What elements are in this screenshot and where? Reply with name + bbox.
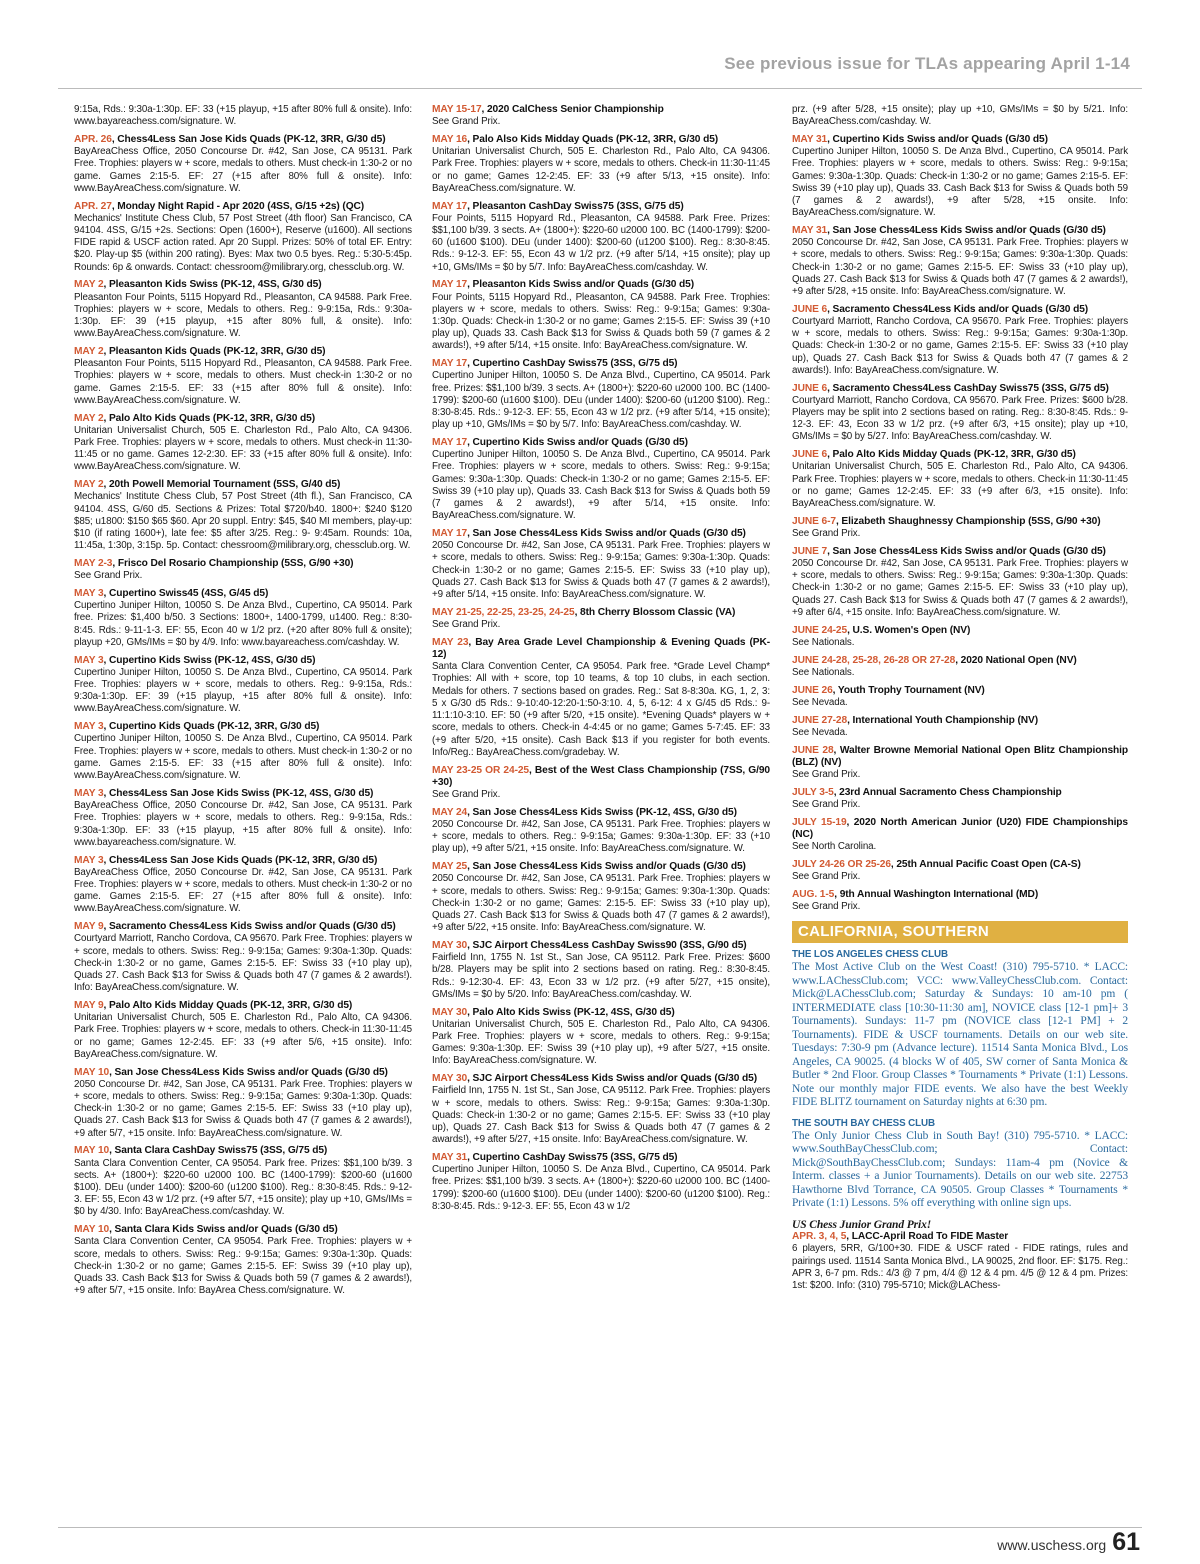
listing-date: MAY 2-3: [74, 558, 113, 570]
listing-body: See Grand Prix.: [74, 570, 143, 582]
tournament-listing: [792, 225, 1128, 298]
listing-title: [792, 787, 1128, 799]
listing-body: See Grand Prix.: [432, 116, 501, 128]
listing-date: JUNE 6: [792, 303, 828, 315]
tournament-listing: [432, 528, 770, 601]
listing-body: Courtyard Marriott, Rancho Cordova, CA 95670. Park Free. Prizes: $600 b/28. Players may be split into 2 sections based on rating. Reg.: 8:30-8:45. Rds.: 9-12-3. EF: 43, Econ 33 w 1/2 prz. (+9 after 6/3, +15 onsite); play up +10, GMs/IMs = $0 by 5/27. Info: BayAreaChess.com/cashday. W.: [792, 394, 1128, 443]
listing-body: Unitarian Universalist Church, 505 E. Charleston Rd., Palo Alto, CA 94306. Park Free. Trophies: players w + score, medals to others. Must check-in 11:30-11:45 or no game. Games 12-2:30. EF: 33 (+15 after 80% full & onsite). Info: www.BayAreaChess.com/signature. W.: [74, 424, 412, 473]
listing-date: APR. 27: [74, 200, 112, 212]
listing-body: Fairfield Inn, 1755 N. 1st St., San Jose, CA 95112. Park Free. Trophies: players w + score, medals to others. Swiss: Reg.: 9-9:15a; Games: 9:30a-1:30p. Quads: Check-in 1:30-2 or no game; Games 2:15-5. EF: Swiss 33 (+10 play up), Quads 27. Cash Back $13 for Swiss & Quads both 47 (7 games & 2 awards!), +9 after 5/27, +15 onsite. Info: BayAreaChess.com/signature. W.: [432, 1085, 770, 1146]
listing-title: [74, 413, 412, 425]
footer-website: www.uschess.org: [997, 1537, 1107, 1553]
tournament-listing: [432, 1152, 770, 1213]
listing-date: MAY 23: [432, 636, 469, 648]
listing-body: See Nationals.: [792, 636, 855, 648]
listing-name: , Monday Night Rapid - Apr 2020 (4SS, G/15 +2s) (QC): [111, 200, 365, 212]
listing-body: BayAreaChess Office, 2050 Concourse Dr. #42, San Jose, CA 95131. Park Free. Trophies: players w + score, medals to others. Must check-in 1:30-2 or no game. Games 2:15-5. EF: 27 (+15 after 80% full & onsite). Info: www.BayAreaChess.com/signature. W.: [74, 146, 412, 194]
listing-name: , Palo Alto Kids Midday Quads (PK-12, 3RR, G/30 d5): [827, 449, 1076, 461]
listing-name: , San Jose Chess4Less Kids Swiss and/or Quads (G/30 d5): [827, 225, 1106, 237]
listing-body: See Grand Prix.: [792, 871, 861, 883]
listing-title: [792, 889, 1128, 901]
grand-prix-heading: US Chess Junior Grand Prix!: [792, 1218, 932, 1231]
listing-name: , LACC-April Road To FIDE Master: [846, 1231, 1009, 1243]
listing-name: , Best of the West Class Championship (7SS, G/90 +30): [432, 764, 770, 788]
listing-title: [74, 134, 412, 146]
listing-title: [432, 940, 770, 952]
listing-date: MAY 17: [432, 279, 468, 291]
listing-title: [74, 1224, 412, 1236]
tournament-listing: [74, 721, 412, 782]
listing-name: , 2020 CalChess Senior Championship: [481, 104, 664, 115]
listing-body: Courtyard Marriott, Rancho Cordova, CA 95670. Park Free. Trophies: players w + score, medals to others. Swiss: Reg.: 9-9:15a; Games: 9:30a-1:30p. Quads: Check-in 1:30-2 or no game, Games 2:15-5. EF: Swiss 33 (+10 play up), Quads 27. Cash Back $13 for Swiss & Quads both 47 (7 games & 2 awards!). Info: BayAreaChess.com/signature. W.: [792, 316, 1128, 376]
listing-title: [432, 607, 770, 619]
tournament-listing: [792, 655, 1128, 679]
listing-date: MAY 30: [432, 1073, 468, 1085]
listing-date: JUNE 6: [792, 449, 828, 461]
listing-title: [792, 625, 1128, 637]
listing-title: [792, 225, 1128, 237]
tournament-listing: [74, 201, 412, 274]
tournament-listing: [74, 788, 412, 849]
listing-title: [432, 104, 770, 116]
club-name: THE LOS ANGELES CHESS CLUB: [792, 949, 948, 961]
listing-name: , Chess4Less San Jose Kids Swiss (PK-12, 4SS, G/30 d5): [103, 787, 374, 799]
listing-date: MAY 17: [432, 528, 468, 540]
tournament-listing: [432, 201, 770, 274]
listing-body: Unitarian Universalist Church, 505 E. Charleston Rd., Palo Alto, CA 94306. Park Free. Trophies: players w + score, medals to others. Reg.: 9-9:15a; Games: 9:30a-1:30p. EF: Swiss 39 (+10 play up), +9 after 5/27, +15 onsite. Info: BayAreaChess.com/signature. W.: [432, 1018, 770, 1067]
tournament-listing: [792, 134, 1128, 219]
tournament-listing: [792, 859, 1128, 883]
tournament-listing: [432, 861, 770, 934]
listing-name: , Cupertino Swiss45 (4SS, G/45 d5): [103, 588, 269, 600]
listing-date: MAY 3: [74, 787, 104, 799]
listing-date: MAY 17: [432, 437, 468, 449]
listing-title: [792, 134, 1128, 146]
tournament-listing: [792, 715, 1128, 739]
listing-title: [432, 201, 770, 213]
listing-date: MAY 23-25 OR 24-25: [432, 764, 529, 776]
listing-name: , SJC Airport Chess4Less Kids Swiss and/or Quads (G/30 d5): [467, 1073, 758, 1085]
listing-title: [74, 788, 412, 800]
listing-name: , Elizabeth Shaughnessy Championship (5SS, G/90 +30): [835, 515, 1101, 527]
listing-title: [792, 304, 1128, 316]
listing-date: MAY 17: [432, 358, 468, 370]
club-description: The Most Active Club on the West Coast! (310) 795-5710. * LACC: www.LAChessClub.com; VCC: www.ValleyChessClub.com. Contact: Mick@LAChessClub.com; Saturday & Sundays: 10 am-10 pm ( INTERMEDIATE class [10:30-11:30 am], NOVICE class [12-1 pm]+ 3 Tournaments). Sundays: 11-7 pm (NOVICE class [12-1 PM] + 2 Tournaments). FIDE & USCF tournaments. Details on our web site. Tuesdays: 7:30-9 pm (Advance lecture). 11514 Santa Monica Blvd., Los Angeles, CA 90025. (4 blocks W of 405, SW corner of Santa Monica & Butler * 2nd Floor. Group Classes * Tournaments * Private (1:1) Lessons. Note our monthly major FIDE events. We also have the best Weekly FIDE BLITZ tournament on Saturday nights at 6:30 pm.: [792, 961, 1128, 1109]
listing-body: Santa Clara Convention Center, CA 95054. Park Free. Trophies: players w + score, medals to others. Swiss: Reg.: 9-9:15a; Games: 9:30a-1:30p. Quads: Check-in 1:30-2 or no game; Games 2:15-5. EF: Swiss 39 (+10 play up), Quads 33. Cash Back $13 for Swiss & Quads both 59 (7 games & 2 awards!), +9 after 5/7, +15 onsite. Info: BayArea Chess.com/signature. W.: [74, 1236, 412, 1297]
listing-body: Cupertino Juniper Hilton, 10050 S. De Anza Blvd., Cupertino, CA 95014. Park Free. Trophies: players w + score, medals to others. Swiss: Reg.: 9-9:15a; Games: 9:30a-1:30p. Quads: Check-in 1:30-2 or no game; Games 2:15-5. EF: Swiss 39 (+10 play up), Quads 33. Cash Back $13 for Swiss & Quads both 59 (7 games & 2 awards!), +9 after 5/14, +15 onsite. Info: BayAreaChess.com/signature. W.: [432, 449, 770, 522]
listing-date: MAY 25: [432, 861, 468, 873]
listing-name: , Santa Clara CashDay Swiss75 (3SS, G/75 d5): [109, 1145, 328, 1157]
listing-date: MAY 2: [74, 479, 104, 491]
listing-title: [792, 685, 1128, 697]
listing-date: MAY 2: [74, 346, 104, 358]
listing-date: APR. 26: [74, 134, 112, 145]
listing-name: , Pleasanton Kids Quads (PK-12, 3RR, G/30 d5): [103, 346, 326, 358]
top-bar: [0, 0, 1200, 98]
listing-body: Mechanics' Institute Chess Club, 57 Post Street (4th floor) San Francisco, CA 94104. 4SS, G/15 +2s. Sections: Open (1600+), Reserve (u1600). All sections FIDE rapid & USCF action rated. Apr 20 Suppl. Prizes: 50% of total EF. Entry: $20. Play-up $5 (within 200 rating). Byes: Max two 0.5 byes. Reg.: 5:30-5:45p. Rounds: 6p & onwards. Contact: chessroom@milibrary.org, chessclub.org. W.: [74, 212, 412, 273]
tournament-listing: [74, 558, 412, 582]
listing-body: Cupertino Juniper Hilton, 10050 S. De Anza Blvd., Cupertino, CA 95014. Park free. Prizes: $$1,100 b/39. 3 sects. A+ (1800+): $220-60 u2000 100. BC (1400-1799): $200-60 (u1600 $100). DEu (under 1400): $200-60 (u1200 $100). Reg.: 8:30-8:45. Rds.: 9-12-3. EF: 55, Econ 43 w 1/2: [432, 1164, 770, 1212]
listing-name: , Walter Browne Memorial National Open Blitz Championship (BLZ) (NV): [792, 744, 1128, 768]
tournament-listing: [74, 855, 412, 916]
listing-title: [74, 279, 412, 291]
listing-title: [74, 201, 412, 213]
tournament-listing: [74, 104, 412, 128]
club-description: The Only Junior Chess Club in South Bay! (310) 795-5710. * LACC: www.SouthBayChessClub.com; Contact: Mick@SouthBayChessClub.com; Sundays: 11am-4 pm (Novice & Interm. classes + a Junior Tournaments). Details on our web site. 22753 Hawthorne Blvd Torrance, CA 90505. Group Classes * Tournaments * Private (1:1) Lessons. 5% off everything with online sign ups.: [792, 1129, 1128, 1210]
listing-body: BayAreaChess Office, 2050 Concourse Dr. #42, San Jose, CA 95131. Park Free. Trophies: players w + score, medals to others. Must check-in 1:30-2 or no game. Games 2:15-5. EF: 27 (+15 after 80% full & onsite). Info: www.BayAreaChess.com/signature. W.: [74, 866, 412, 915]
listing-name: , Palo Alto Kids Swiss (PK-12, 4SS, G/30 d5): [467, 1006, 675, 1018]
tournament-listing: [432, 607, 770, 631]
footer-rule: [58, 1527, 1142, 1528]
listing-title: [792, 1231, 1128, 1243]
listing-name: , Sacramento Chess4Less Kids Swiss and/or Quads (G/30 d5): [103, 921, 396, 933]
tournament-listing: [792, 787, 1128, 811]
listing-body: 9:15a, Rds.: 9:30a-1:30p. EF: 33 (+15 playup, +15 after 80% full & onsite). Info: www.bayareachess.com/signature. W.: [74, 104, 412, 128]
listing-title: [792, 516, 1128, 528]
listing-body: Unitarian Universalist Church, 505 E. Charleston Rd., Palo Alto, CA 94306. Park Free. Trophies: players w + score, medals to others. Check-in 11:30-11:45 or no game; Games 12-2:45. EF: 33 (+9 after 6/3, +15 onsite). Info: BayAreaChess.com/signature. W.: [792, 461, 1128, 510]
page-header: See previous issue for TLAs appearing April 1-14: [724, 54, 1130, 73]
header-rule: [58, 88, 1142, 89]
tournament-listing: [432, 940, 770, 1001]
listing-body: 2050 Concourse Dr. #42, San Jose, CA 95131. Park Free. Trophies: players w + score, medals to others. Swiss: Reg.: 9-9:15a; Games: 9:30a-1:30p. Quads: Check-in 1:30-2 or no game; Games 2:15-5. EF: Swiss 33 (+10 play up), Quads 27. Cash Back $13 for Swiss & Quads both 47 (7 games & 2 awards!), +9 after 5/7, +15 onsite. Info: BayAreaChess.com/signature. W.: [74, 1078, 412, 1139]
listing-date: MAY 21-25, 22-25, 23-25, 24-25: [432, 606, 575, 618]
listing-body: See Grand Prix.: [792, 528, 861, 540]
listing-name: , Santa Clara Kids Swiss and/or Quads (G/30 d5): [109, 1224, 338, 1236]
listing-date: MAY 10: [74, 1145, 110, 1157]
listing-body: Cupertino Juniper Hilton, 10050 S. De Anza Blvd., Cupertino, CA 95014. Park Free. Trophies: players w + score, medals to others. Must check-in 1:30-2 or no game. Games 2:15-5. EF: 33 (+15 after 80% full & onsite). Info: www.BayAreaChess.com/signature. W.: [74, 733, 412, 782]
tournament-listing: [432, 637, 770, 759]
listing-date: MAY 9: [74, 999, 104, 1011]
listing-title: [792, 655, 1128, 667]
tournament-listing: [792, 817, 1128, 854]
listing-title: [74, 721, 412, 733]
listing-date: MAY 31: [792, 134, 828, 145]
listing-name: , Bay Area Grade Level Championship & Evening Quads (PK-12): [432, 636, 770, 661]
listing-body: Four Points, 5115 Hopyard Rd., Pleasanton, CA 94588. Park Free. Prizes: $$1,100 b/39. 3 sects. A+ (1800+): $220-60 u2000 100. BC (1400-1799): $200-60 (u1600 $100). DEu (under 1400): $200-60 (u1200 $100). Reg.: 8:30-8:45. Rds.: 9-12-3. EF: 55, Econ 43 w 1/2 prz. (+9 after 5/14, +15 onsite); play up +10, GMs/IMs = $0 by 5/7. Info: BayAreaChess.com/cashday. W.: [432, 212, 770, 273]
tournament-listing: [792, 546, 1128, 619]
listing-date: MAY 2: [74, 279, 104, 291]
listing-body: Unitarian Universalist Church, 505 E. Charleston Rd., Palo Alto, CA 94306. Park Free. Trophies: players w + score, medals to others. Check-in 11:30-11:45 or no game; Games 12-2:45. EF: 33 (+9 after 5/13, +15 onsite). Info: BayAreaChess.com/signature. W.: [432, 146, 770, 194]
listing-body: Courtyard Marriott, Rancho Cordova, CA 95670. Park Free. Trophies: players w + score, medals to others. Swiss: Reg.: 9-9:15a; Games: 9:30a-1:30p. Quads: Check-in 1:30-2 or no game, Games 2:15-5. EF: Swiss 33 (+10 play up), Quads 27. Cash Back $13 for Swiss & Quads both 47 (7 games & 2 awards!). Info: BayAreaChess.com/signature. W.: [74, 933, 412, 994]
listing-body: See Nevada.: [792, 696, 848, 708]
listing-body: Cupertino Juniper Hilton, 10050 S. De Anza Blvd., Cupertino, CA 95014. Park free. Prizes: $$1,100 b/39. 3 sects. A+ (1800+): $220-60 u2000 100. BC (1400-1799): $200-60 (u1600 $100). DEu (under 1400): $200-60 (u1200 $100). Reg.: 8:30-8:45. Rds.: 9-12-3. EF: 55, Econ 43 w 1/2 prz. (+9 after 5/14, +15 onsite); play up +10, GMs/IMs = $0 by 5/7. Info: BayAreaChess.com/cashday. W.: [432, 370, 770, 431]
listing-date: JULY 24-26 OR 25-26: [792, 859, 891, 871]
listing-date: AUG. 1-5: [792, 889, 835, 901]
listing-date: JUNE 27-28: [792, 714, 848, 726]
listing-date: MAY 30: [432, 939, 468, 951]
listing-name: , 25th Annual Pacific Coast Open (CA-S): [890, 859, 1081, 871]
listing-title: [432, 807, 770, 819]
page-footer: [997, 1528, 1140, 1557]
listing-title: [74, 1067, 412, 1079]
listing-body: 2050 Concourse Dr. #42, San Jose, CA 95131. Park Free. Trophies: players w + score, medals to others. Swiss: Reg.: 9-9:15a; Games: 9:30a-1:30p. Quads: Check-in 1:30-2 or no game; Games 2:15-5. EF: Swiss 33 (+10 play up), Quads 27. Cash Back $13 for Swiss & Quads both 47 (7 games & 2 awards!), +9 after 6/4, +15 onsite. Info: BayAreaChess.com/signature. W.: [792, 558, 1128, 618]
listing-name: , Pleasanton Kids Swiss and/or Quads (G/30 d5): [467, 279, 695, 291]
tournament-listing: [432, 1073, 770, 1146]
listing-title: [432, 637, 770, 661]
tournament-listing: [792, 685, 1128, 709]
listing-body: Fairfield Inn, 1755 N. 1st St., San Jose, CA 95112. Park Free. Prizes: $600 b/28. Players may be split into 2 sections based on rating. Reg.: 8:30-8:45. Rds.: 9-12:30-4. EF: 43, Econ 33 w 1/2 prz. (+9 after 5/27, +15 onsite), GMs/IMs = $0 by 5/20. Info: BayAreaChess.com/cashday. W.: [432, 952, 770, 1000]
listing-body: 2050 Concourse Dr. #42, San Jose, CA 95131. Park Free. Trophies: players w + score, medals to others. Swiss: Reg.: 9-9:15a; Games: 9:30a-1:30p. Quads: Check-in 1:30-2 or no game; Games 2:15-5. EF: Swiss 33 (+10 play up), Quads 27. Cash Back $13 for Swiss & Quads both 47 (7 games & 2 awards!), +9 after 5/14, +15 onsite. Info: BayAreaChess.com/signature. W.: [432, 540, 770, 601]
listing-date: MAY 31: [792, 225, 828, 237]
listing-title: [74, 1000, 412, 1012]
listing-title: [74, 1145, 412, 1157]
listing-body: See Nationals.: [792, 666, 855, 678]
listing-title: [74, 588, 412, 600]
club-listing: [792, 1118, 1128, 1211]
listing-name: , San Jose Chess4Less Kids Swiss and/or Quads (G/30 d5): [467, 528, 746, 540]
listing-title: [432, 765, 770, 789]
listing-body: See Grand Prix.: [792, 769, 861, 781]
listing-date: JULY 3-5: [792, 786, 834, 798]
listing-date: MAY 30: [432, 1006, 468, 1018]
listing-title: [432, 1152, 770, 1164]
listing-date: MAY 10: [74, 1224, 110, 1236]
tournament-listing: [432, 1007, 770, 1068]
listing-date: MAY 9: [74, 921, 104, 933]
listing-name: , Pleasanton CashDay Swiss75 (3SS, G/75 d5): [467, 200, 684, 212]
listing-title: [432, 1073, 770, 1085]
listing-title: [432, 528, 770, 540]
listing-title: [792, 817, 1128, 841]
listing-body: See Nevada.: [792, 726, 848, 738]
listing-date: JULY 15-19: [792, 816, 847, 828]
tournament-listing: [432, 279, 770, 352]
tournament-listing: [74, 346, 412, 407]
section-header: CALIFORNIA, SOUTHERN: [792, 921, 1128, 943]
listing-name: , Chess4Less San Jose Kids Quads (PK-12, 3RR, G/30 d5): [103, 854, 378, 866]
tournament-listing: [74, 479, 412, 552]
listing-name: , Palo Also Kids Midday Quads (PK-12, 3RR, G/30 d5): [467, 134, 719, 145]
listing-date: JUNE 6-7: [792, 515, 836, 527]
listing-name: , Chess4Less San Jose Kids Quads (PK-12, 3RR, G/30 d5): [111, 134, 386, 145]
listing-title: [792, 546, 1128, 558]
listing-name: , International Youth Championship (NV): [847, 714, 1039, 726]
tournament-listing: [792, 745, 1128, 782]
listing-body: See Grand Prix.: [432, 619, 501, 631]
listing-name: , Pleasanton Kids Swiss (PK-12, 4SS, G/30 d5): [103, 279, 322, 291]
tournament-listing: [792, 449, 1128, 510]
listing-title: [74, 558, 412, 570]
listing-body: See Grand Prix.: [792, 901, 861, 913]
listing-body: Four Points, 5115 Hopyard Rd., Pleasanton, CA 94588. Park Free. Trophies: players w + score, medals to others. Swiss: Reg.: 9-9:15a; Games: 9:30a-1:30p. Quads: Check-in 1:30-2 or no game; Games 2:15-5. EF: Swiss 39 (+10 play up), Quads 33. Cash Back $13 for Swiss & Quads both 59 (7 games & 2 awards!), +9 after 5/14, +15 onsite. Info: BayAreaChess.com/signature. W.: [432, 291, 770, 352]
listing-body: See Grand Prix.: [792, 799, 861, 811]
tournament-listing: [792, 516, 1128, 540]
listing-date: MAY 31: [432, 1151, 468, 1163]
listing-title: [792, 449, 1128, 461]
listing-date: MAY 3: [74, 588, 104, 600]
listing-date: JUNE 28: [792, 744, 834, 756]
listing-date: APR. 3, 4, 5: [792, 1231, 847, 1243]
listing-title: [74, 855, 412, 867]
tournament-listing: [792, 104, 1128, 128]
listing-body: See Grand Prix.: [432, 788, 501, 800]
listing-name: , U.S. Women's Open (NV): [847, 624, 971, 636]
listing-body: 6 players, 5RR, G/100+30. FIDE & USCF rated - FIDE ratings, rules and pairings used. 11514 Santa Monica Blvd., LA 90025, 2nd floor. EF: $175. Reg.: APR 3, 6-7 pm. Rds.: 4/3 @ 7 pm, 4/4 @ 12 & 4 pm. 4/5 @ 12 & 4 pm. Prizes: 1st: $200. Info: (310) 795-5710; Mick@LAChess-: [792, 1243, 1128, 1291]
tournament-listing: [74, 921, 412, 994]
listing-date: JUNE 24-25: [792, 624, 848, 636]
listing-title: [74, 479, 412, 491]
tournament-listing: [792, 383, 1128, 444]
listing-body: BayAreaChess Office, 2050 Concourse Dr. #42, San Jose, CA 95131. Park Free. Trophies: players w + score, medals to others. Reg.: 9-9:15a, Rds.: 9:30a-1:30p. EF: 33 (+15 playup, +15 after 80% full & onsite). Info: www.bayareachess.com/signature. W.: [74, 800, 412, 848]
listing-body: 2050 Concourse Dr. #42, San Jose, CA 95131. Park Free. Trophies: players w + score, medals to others. Swiss: Reg.: 9-9:15a; Games: 9:30a-1:30p. Quads: Check-in 1:30-2 or no game; Games: 2:15-5. EF: Swiss 33 (+10 play up), Quads 27. Cash Back $13 for Swiss & Quads both 47 (7 games & 2 awards!), +9 after 5/22, +15 onsite. Info: BayAreaChess.com/signature. W.: [432, 873, 770, 934]
tournament-listing: [432, 437, 770, 522]
listing-name: , Cupertino CashDay Swiss75 (3SS, G/75 d5): [467, 358, 678, 370]
tournament-listing: [74, 413, 412, 474]
listing-name: , Cupertino Kids Swiss (PK-12, 4SS, G/30 d5): [103, 654, 316, 666]
listing-name: , Palo Alto Kids Midday Quads (PK-12, 3RR, G/30 d5): [103, 999, 353, 1011]
listing-body: Cupertino Juniper Hilton, 10050 S. De Anza Blvd., Cupertino, CA 95014. Park free. Prizes: $1,400 b/50. 3 Sections: 1800+, 1400-1799, u1400. Reg.: 8:30-8:45. Rds.: 9-11-1-3. EF: 55, Econ 40 w 1/2 prz. (+20 after 80% full & onsite); playup +20, GMs/IMs = $0 by 4/9. Info: www.bayareachess.com/cashday. W.: [74, 600, 412, 648]
tournament-listing: [74, 279, 412, 340]
club-listing: [792, 949, 1128, 1110]
listing-body: Unitarian Universalist Church, 505 E. Charleston Rd., Palo Alto, CA 94306. Park Free. Trophies: players w + score, medals to others. Check-in 11:30-11:45 or no game; Games 12-2:45. EF: 33 (+9 after 5/6, +15 onsite). Info: BayAreaChess.com/signature. W.: [74, 1012, 412, 1060]
listing-date: MAY 16: [432, 134, 468, 145]
listing-body: Cupertino Juniper Hilton, 10050 S. De Anza Blvd., Cupertino, CA 95014. Park Free. Trophies: players w + score, medals to others. Reg.: 9-9:15a, Rds.: 9:30a-1:30p. EF: 39 (+15 playup, +15 after 80% full & onsite). Info: www.BayAreaChess.com/signature. W.: [74, 666, 412, 715]
listing-title: [432, 861, 770, 873]
listing-name: , 23rd Annual Sacramento Chess Championship: [833, 786, 1062, 798]
listing-body: 2050 Concourse Dr. #42, San Jose, CA 95131. Park Free. Trophies: players w + score, medals to others. Swiss: Reg.: 9-9:15a; Games: 9:30a-1:30p. Quads: Check-in 1:30-2 or no game; Games 2:15-5. EF: Swiss 33 (+10 play up), Quads 27. Cash Back $13 for Swiss & Quads both 47 (7 games & 2 awards!), +9 after 5/28, +15 onsite. Info: BayAreaChess.com/signature. W.: [792, 237, 1128, 298]
listing-title: [792, 745, 1128, 769]
tournament-listing: [432, 358, 770, 431]
listing-name: , 2020 National Open (NV): [955, 654, 1077, 666]
listing-name: , 9th Annual Washington International (MD): [834, 889, 1039, 901]
club-name: THE SOUTH BAY CHESS CLUB: [792, 1117, 935, 1129]
page-number: 61: [1112, 1528, 1140, 1556]
listing-date: MAY 2: [74, 412, 104, 424]
listing-name: , Frisco Del Rosario Championship (5SS, G/90 +30): [112, 558, 354, 570]
listing-name: , San Jose Chess4Less Kids Swiss (PK-12, 4SS, G/30 d5): [467, 806, 737, 818]
listing-body: Cupertino Juniper Hilton, 10050 S. De Anza Blvd., Cupertino, CA 95014. Park Free. Trophies: players w + score, medals to others. Swiss: Reg.: 9-9:15a; Games: 9:30a-1:30p. Quads: Check-in 1:30-2 or no game; Games 2:15-5. EF: Swiss 39 (+10 play up), Quads 33. Cash Back $13 for Swiss & Quads both 59 (7 games & 2 awards!), +9 after 5/28, +15 onsite. Info: BayAreaChess.com/signature. W.: [792, 146, 1128, 219]
listing-name: , Youth Trophy Tournament (NV): [832, 684, 985, 696]
listing-title: [432, 134, 770, 146]
listing-name: , Cupertino Kids Swiss and/or Quads (G/30 d5): [467, 437, 688, 449]
tournament-listing: [74, 1145, 412, 1218]
listing-name: , San Jose Chess4Less Kids Swiss and/or Quads (G/30 d5): [467, 861, 746, 873]
listing-title: [432, 1007, 770, 1019]
listing-title: [74, 655, 412, 667]
tournament-listing: [74, 1000, 412, 1061]
listing-name: , 2020 North American Junior (U20) FIDE Championships (NC): [792, 816, 1128, 841]
listing-date: JUNE 6: [792, 382, 828, 394]
listing-date: MAY 17: [432, 200, 468, 212]
listing-date: MAY 3: [74, 721, 104, 733]
tournament-listing: [432, 104, 770, 128]
listing-name: , 20th Powell Memorial Tournament (5SS, G/40 d5): [103, 479, 341, 491]
tournament-listing: [792, 889, 1128, 913]
listing-body: prz. (+9 after 5/28, +15 onsite); play up +10, GMs/IMs = $0 by 5/21. Info: BayAreaChess.com/cashday. W.: [792, 104, 1128, 128]
column-3-entries: [792, 104, 1128, 913]
column-1: [74, 104, 412, 1303]
listing-name: , Palo Alto Kids Quads (PK-12, 3RR, G/30 d5): [103, 412, 315, 424]
listing-body: Pleasanton Four Points, 5115 Hopyard Rd., Pleasanton, CA 94588. Park Free. Trophies: players w + score, Medals to others. Reg.: 9-9:15a, Rds.: 9:30a-1:30p. EF: 39 (+15 playup, +15 after 80% full, & onsite). Info: www.BayAreaChess.com/signature. W.: [74, 291, 412, 340]
listing-name: , Cupertino CashDay Swiss75 (3SS, G/75 d5): [467, 1151, 678, 1163]
listing-date: MAY 3: [74, 654, 104, 666]
column-3: [792, 104, 1128, 1298]
tournament-listing: [432, 134, 770, 195]
listing-name: , Sacramento Chess4Less Kids and/or Quads (G/30 d5): [827, 303, 1089, 315]
listing-title: [792, 859, 1128, 871]
tournament-listing: [74, 1067, 412, 1140]
listing-date: MAY 24: [432, 806, 468, 818]
listing-body: 2050 Concourse Dr. #42, San Jose, CA 95131. Park Free. Trophies: players w + score, medals to others. Reg.: 9-9:15a; Games: 9:30a-1:30p. EF: 33 (+10 play up), +9 after 5/21, +15 onsite. Info: BayAreaChess.com/signature. W.: [432, 818, 770, 855]
listing-name: , SJC Airport Chess4Less CashDay Swiss90 (3SS, G/90 d5): [467, 939, 747, 951]
listing-name: , Cupertino Kids Quads (PK-12, 3RR, G/30 d5): [103, 721, 320, 733]
tournament-listing: [432, 807, 770, 856]
listing-body: Pleasanton Four Points, 5115 Hopyard Rd., Pleasanton, CA 94588. Park Free. Trophies: players w + score, medals to others. Must check-in 1:30-2 or no game. Games 2:15-5. EF: 33 (+15 after 80% full & onsite). Info: www.BayAreaChess.com/signature. W.: [74, 358, 412, 406]
listing-title: [74, 346, 412, 358]
listing-body: Mechanics' Institute Chess Club, 57 Post Street (4th fl.), San Francisco, CA 94104. 4SS, G/60 d5. Sections & Prizes: Total $720/b40. 1800+: $240 $120 $85; u1800: $150 $65 $60. Apr 20 suppl. Entry: $45, $40 MI members, play-up: $10 (if rating 1600+), late fee: $5 after 3/25. Reg.: 9- 9:45am. Rounds: 10a, 11:45a, 1:30p, 3:15p. 5p. Contact: chessroom@milibrary.org, chessclub.org. W.: [74, 491, 412, 552]
listing-date: JUNE 7: [792, 545, 828, 557]
listing-title: [792, 383, 1128, 395]
tournament-listing: [432, 765, 770, 802]
listing-name: , San Jose Chess4Less Kids Swiss and/or Quads (G/30 d5): [827, 545, 1106, 557]
listing-body: See North Carolina.: [792, 841, 877, 853]
listing-title: [432, 437, 770, 449]
listing-title: [432, 358, 770, 370]
listing-date: MAY 3: [74, 854, 104, 866]
tournament-listing: [74, 134, 412, 195]
listing-date: MAY 15-17: [432, 104, 482, 115]
listing-name: , Sacramento Chess4Less CashDay Swiss75 (3SS, G/75 d5): [827, 382, 1109, 394]
tournament-listing: [74, 655, 412, 716]
tournament-listing: [792, 1231, 1128, 1292]
tournament-listing: [74, 1224, 412, 1297]
listing-name: , Cupertino Kids Swiss and/or Quads (G/30 d5): [827, 134, 1048, 145]
tournament-listing: [74, 588, 412, 649]
listing-date: MAY 10: [74, 1066, 110, 1078]
listing-body: Santa Clara Convention Center, CA 95054. Park free. *Grade Level Champ* Trophies: All with + score, top 10 teams, & top 10 clubs, in each section. Medals for others. 7 sections based on grades. Reg.: Sat 8-8:30a. KG, 1, 2, 3: 5 x G/30 d5 Rds.: 9-10:40-12:20-1:50-3:10. 4, 5, 6-12: 4 x G/45 d5 Rds.: 9-11:1:10-3:10. EF: 50 (+9 after 5/20, +15 onsite). *Evening Quads* players w + score, medals to others. Check-in 4-4:45 or no game; Games 5-7:45. EF: 33 (+9 after 5/20, +15 onsite). Cash Back $13 if you register for both events. Info/Reg.: BayAreaChess.com/gradebay. W.: [432, 661, 770, 758]
listing-title: [74, 921, 412, 933]
tournament-listing: [792, 625, 1128, 649]
listing-date: JUNE 26: [792, 684, 833, 696]
listing-title: [792, 715, 1128, 727]
listing-name: , 8th Cherry Blossom Classic (VA): [574, 606, 736, 618]
tournament-listing: [792, 304, 1128, 377]
listing-date: JUNE 24-28, 25-28, 26-28 OR 27-28: [792, 654, 956, 666]
column-2: [432, 104, 770, 1219]
listing-title: [432, 279, 770, 291]
listing-name: , San Jose Chess4Less Kids Swiss and/or Quads (G/30 d5): [109, 1066, 388, 1078]
listing-body: Santa Clara Convention Center, CA 95054. Park free. Prizes: $$1,100 b/39. 3 sects. A+ (1800+): $220-60 u2000 100. BC (1400-1799): $200-60 (u1600 $100). DEu (under 1400): $200-60 (u1200 $100). Reg.: 8:30-8:45. Rds.: 9-12-3. EF: 55, Econ 43 w 1/2 prz. (+9 after 5/7, +15 onsite); play up +10, GMs/IMs = $0 by 4/30. Info: BayAreaChess.com/cashday. W.: [74, 1157, 412, 1218]
